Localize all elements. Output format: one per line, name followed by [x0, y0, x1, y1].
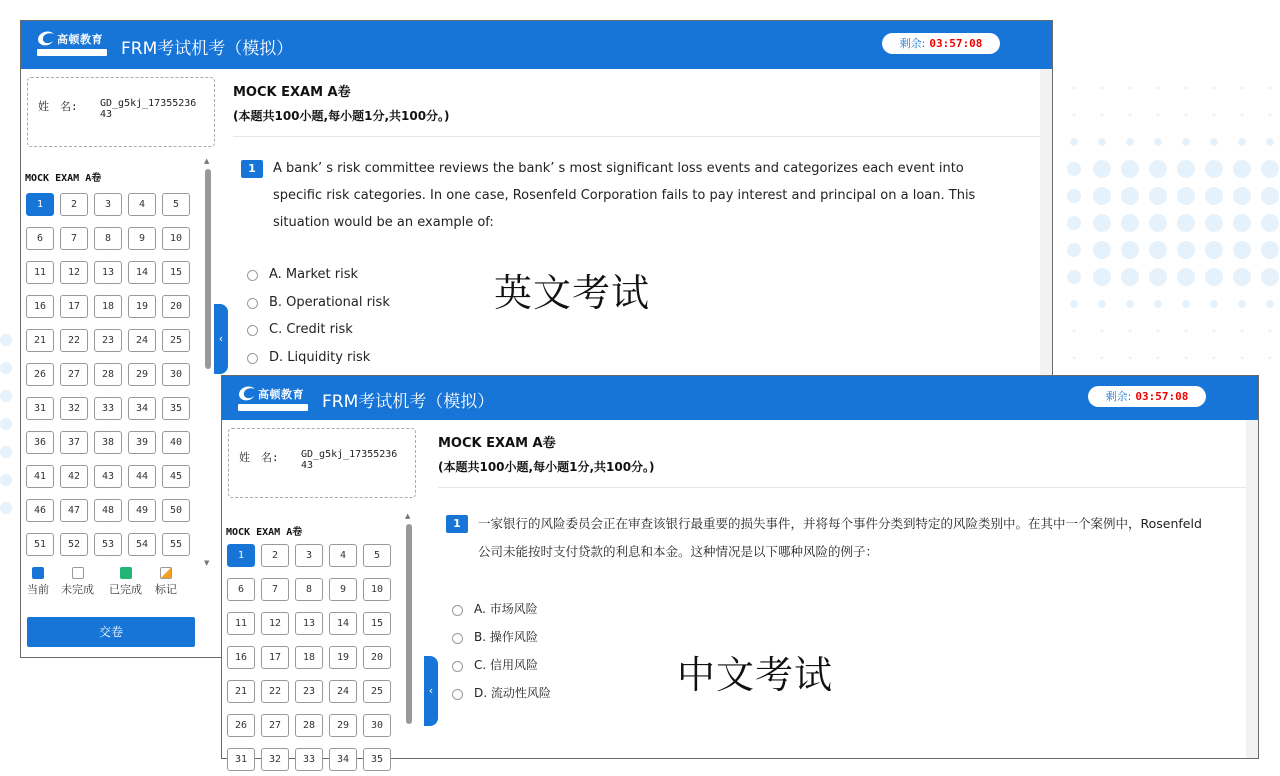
decorative-dot	[1129, 357, 1132, 360]
decorative-dot	[1205, 268, 1223, 286]
candidate-info	[27, 77, 215, 147]
decorative-dot	[1205, 160, 1223, 178]
question-number-button[interactable]: 14	[329, 612, 357, 635]
question-number-button[interactable]: 28	[295, 714, 323, 737]
question-text: A bank’ s risk committee reviews the bank’ s most significant loss events and categorizes each event into specific risk categories. In one case, Rosenfeld Corporation fails to pay interest and principal on a loan. This situation would be an example of:	[273, 161, 976, 230]
decorative-dot	[1126, 300, 1134, 308]
question-number-button[interactable]: 3	[94, 193, 122, 216]
answer-options	[448, 596, 551, 708]
question-number-button[interactable]: 31	[26, 397, 54, 420]
option-d[interactable]	[243, 344, 390, 372]
decorative-dot	[1205, 187, 1223, 205]
question-number-button[interactable]: 1	[227, 544, 255, 567]
scroll-thumb[interactable]	[205, 169, 211, 369]
question-number-badge: 1	[446, 515, 468, 533]
question-number-button[interactable]: 29	[329, 714, 357, 737]
current-swatch-icon	[32, 567, 44, 579]
decorative-dot	[0, 390, 12, 402]
decorative-dot	[1213, 357, 1216, 360]
decorative-dot	[1241, 114, 1244, 117]
brand-logo	[236, 383, 310, 415]
decorative-dot	[1261, 214, 1279, 232]
brand-mark-icon	[35, 28, 57, 48]
decorative-dot	[1154, 138, 1162, 146]
decorative-dot	[1269, 357, 1272, 360]
question-number-button[interactable]: 13	[94, 261, 122, 284]
option-label: C. 信用风险	[474, 658, 539, 672]
question-number-button[interactable]: 35	[162, 397, 190, 420]
question-number-button[interactable]: 20	[162, 295, 190, 318]
timer-value: 03:57:08	[929, 37, 983, 50]
option-label: B. 操作风险	[474, 630, 538, 644]
decorative-dot	[1101, 87, 1104, 90]
decorative-dot	[1101, 114, 1104, 117]
decorative-dot	[1233, 241, 1251, 259]
decorative-dot	[1210, 300, 1218, 308]
collapse-sidebar-button[interactable]	[424, 656, 438, 726]
decorative-dot	[1261, 268, 1279, 286]
answer-options	[243, 261, 390, 371]
radio-icon[interactable]	[452, 689, 463, 700]
decorative-dot	[1157, 330, 1160, 333]
decorative-dot	[1269, 330, 1272, 333]
decorative-dot	[1205, 241, 1223, 259]
question-number-button[interactable]: 47	[60, 499, 88, 522]
question-number-button[interactable]: 55	[162, 533, 190, 556]
question-number-button[interactable]: 44	[128, 465, 156, 488]
question-number-button[interactable]: 30	[363, 714, 391, 737]
decorative-dot	[1101, 357, 1104, 360]
decorative-dot	[1157, 114, 1160, 117]
question-number-button[interactable]: 11	[26, 261, 54, 284]
decorative-dot	[1093, 214, 1111, 232]
title-bar	[21, 21, 1052, 69]
decorative-dot	[1070, 138, 1078, 146]
question-number-button[interactable]: 15	[162, 261, 190, 284]
decorative-dot	[0, 362, 12, 374]
option-label: B. Operational risk	[269, 294, 390, 310]
navigator-scrollbar[interactable]	[204, 157, 212, 567]
option-label: A. 市场风险	[474, 602, 538, 616]
question-number-button[interactable]: 42	[60, 465, 88, 488]
exam-header	[438, 426, 1246, 488]
question-stem	[446, 510, 1206, 566]
question-number-button[interactable]: 21	[227, 680, 255, 703]
decorative-dot	[1238, 300, 1246, 308]
question-number-button[interactable]: 43	[94, 465, 122, 488]
title-bar	[222, 376, 1258, 420]
legend-label: 未完成	[61, 583, 94, 596]
decorative-dot	[1093, 187, 1111, 205]
decorative-dot	[1269, 87, 1272, 90]
decorative-dot	[1266, 300, 1274, 308]
option-label: D. Liquidity risk	[269, 349, 371, 365]
decorative-dot	[1269, 114, 1272, 117]
section-title: MOCK EXAM A卷	[226, 527, 303, 538]
question-number-button[interactable]: 20	[363, 646, 391, 669]
submit-exam-button[interactable]: 交卷	[27, 617, 195, 647]
exam-title: MOCK EXAM A卷	[438, 436, 556, 451]
english-exam-caption: 英文考试	[494, 271, 651, 315]
main-scrollbar[interactable]	[1246, 420, 1258, 758]
question-number-button[interactable]: 11	[227, 612, 255, 635]
candidate-name-value: GD_g5kj_1735523643	[100, 98, 197, 120]
decorative-dot	[1154, 300, 1162, 308]
legend-label: 已完成	[109, 583, 142, 596]
question-number-button[interactable]: 5	[162, 193, 190, 216]
decorative-dot	[1157, 87, 1160, 90]
radio-icon[interactable]	[247, 270, 258, 281]
decorative-dot	[1241, 357, 1244, 360]
decorative-dot	[1067, 270, 1081, 284]
decorative-dot	[1129, 330, 1132, 333]
legend-label: 当前	[27, 583, 49, 596]
decorative-dot	[1233, 268, 1251, 286]
radio-icon[interactable]	[247, 353, 258, 364]
legend-label: 标记	[155, 583, 177, 596]
question-number-button[interactable]: 12	[261, 612, 289, 635]
decorative-dot	[1149, 268, 1167, 286]
decorative-dot	[0, 474, 12, 486]
decorative-dot	[1129, 114, 1132, 117]
scroll-up-icon[interactable]: ▲	[405, 512, 411, 520]
question-panel	[434, 420, 1246, 758]
decorative-dot	[1213, 330, 1216, 333]
brand-tagline-bar	[37, 49, 107, 56]
radio-icon[interactable]	[452, 633, 463, 644]
question-number-button[interactable]: 19	[329, 646, 357, 669]
decorative-dot	[1149, 160, 1167, 178]
question-number-button[interactable]: 38	[94, 431, 122, 454]
question-number-button[interactable]: 34	[128, 397, 156, 420]
option-c[interactable]	[243, 316, 390, 344]
legend-current	[27, 567, 49, 597]
incomplete-swatch-icon	[72, 567, 84, 579]
legend-incomplete	[61, 567, 94, 597]
decorative-dot	[1149, 214, 1167, 232]
question-number-button[interactable]: 17	[261, 646, 289, 669]
decorative-dot	[1241, 330, 1244, 333]
candidate-name-value: GD_g5kj_1735523643	[301, 449, 398, 471]
question-number-button[interactable]: 10	[363, 578, 391, 601]
decorative-dot	[1261, 241, 1279, 259]
question-number-button[interactable]: 3	[295, 544, 323, 567]
question-number-button[interactable]: 17	[60, 295, 88, 318]
decorative-dot	[1205, 214, 1223, 232]
decorative-dot	[1185, 357, 1188, 360]
decorative-dot	[1210, 138, 1218, 146]
question-number-button[interactable]: 33	[295, 748, 323, 771]
decorative-dot	[1067, 216, 1081, 230]
option-b[interactable]	[243, 289, 390, 317]
exam-subtitle: (本题共100小题,每小题1分,共100分。)	[233, 109, 450, 123]
question-number-button[interactable]: 37	[60, 431, 88, 454]
scroll-down-icon[interactable]: ▼	[204, 559, 210, 567]
decorative-dot	[1157, 357, 1160, 360]
question-number-button[interactable]: 24	[329, 680, 357, 703]
decorative-dot	[1073, 357, 1076, 360]
radio-icon[interactable]	[247, 298, 258, 309]
question-navigator	[21, 69, 219, 657]
brand-logo	[35, 28, 109, 60]
chevron-left-icon: ‹	[428, 684, 434, 697]
decorative-dot	[1093, 241, 1111, 259]
question-number-button[interactable]: 7	[261, 578, 289, 601]
decorative-dot	[1185, 114, 1188, 117]
question-number-grid	[227, 544, 397, 771]
question-number-button[interactable]: 24	[128, 329, 156, 352]
decorative-dot	[0, 334, 12, 346]
decorative-dot	[1177, 241, 1195, 259]
question-number-button[interactable]: 23	[94, 329, 122, 352]
decorative-dot	[1098, 138, 1106, 146]
decorative-dot	[1213, 87, 1216, 90]
question-number-button[interactable]: 50	[162, 499, 190, 522]
decorative-dot	[1067, 189, 1081, 203]
question-number-button[interactable]: 6	[227, 578, 255, 601]
question-number-button[interactable]: 5	[363, 544, 391, 567]
question-number-button[interactable]: 14	[128, 261, 156, 284]
question-navigator	[222, 420, 420, 765]
brand-tagline-bar	[238, 404, 308, 411]
decorative-dot	[1121, 187, 1139, 205]
candidate-name-label: 姓 名:	[38, 100, 78, 113]
decorative-dot	[1241, 87, 1244, 90]
radio-icon[interactable]	[247, 325, 258, 336]
decorative-dot	[1149, 187, 1167, 205]
decorative-dot-pattern	[1062, 78, 1280, 378]
option-label: D. 流动性风险	[474, 686, 551, 700]
decorative-dot	[1177, 160, 1195, 178]
question-number-button[interactable]: 22	[261, 680, 289, 703]
chinese-exam-caption: 中文考试	[677, 653, 834, 697]
countdown-timer	[882, 33, 1000, 54]
question-number-grid	[26, 193, 196, 556]
decorative-dot	[1067, 162, 1081, 176]
question-number-button[interactable]: 26	[26, 363, 54, 386]
question-number-button[interactable]: 18	[94, 295, 122, 318]
question-number-button[interactable]: 31	[227, 748, 255, 771]
question-number-button[interactable]: 9	[329, 578, 357, 601]
decorative-dot	[1182, 138, 1190, 146]
timer-label: 剩余:	[1105, 390, 1132, 403]
option-a[interactable]	[243, 261, 390, 289]
question-number-button[interactable]: 2	[60, 193, 88, 216]
decorative-dot	[1266, 138, 1274, 146]
question-number-button[interactable]: 19	[128, 295, 156, 318]
question-number-button[interactable]: 39	[128, 431, 156, 454]
decorative-dot	[1233, 214, 1251, 232]
decorative-dot	[1101, 330, 1104, 333]
navigator-scrollbar[interactable]	[405, 512, 413, 772]
question-number-button[interactable]: 27	[261, 714, 289, 737]
question-number-button[interactable]: 36	[26, 431, 54, 454]
question-number-button[interactable]: 49	[128, 499, 156, 522]
candidate-name-label: 姓 名:	[239, 451, 279, 464]
question-number-button[interactable]: 27	[60, 363, 88, 386]
collapse-sidebar-button[interactable]	[214, 304, 228, 374]
option-c[interactable]	[448, 652, 551, 680]
decorative-dot	[1129, 87, 1132, 90]
decorative-dot-pattern-left	[0, 330, 20, 530]
option-label: A. Market risk	[269, 267, 359, 282]
app-title: FRM考试机考（模拟）	[121, 39, 294, 59]
scroll-up-icon[interactable]: ▲	[204, 157, 210, 165]
section-title: MOCK EXAM A卷	[25, 173, 102, 184]
decorative-dot	[1121, 241, 1139, 259]
question-number-button[interactable]: 25	[162, 329, 190, 352]
scroll-thumb[interactable]	[406, 524, 412, 724]
app-title: FRM考试机考（模拟）	[322, 392, 495, 412]
decorative-dot	[1213, 114, 1216, 117]
question-number-button[interactable]: 28	[94, 363, 122, 386]
question-number-button[interactable]: 52	[60, 533, 88, 556]
question-number-button[interactable]: 51	[26, 533, 54, 556]
decorative-dot	[1098, 300, 1106, 308]
decorative-dot	[1233, 160, 1251, 178]
decorative-dot	[1121, 214, 1139, 232]
decorative-dot	[1261, 160, 1279, 178]
status-legend	[27, 567, 215, 597]
decorative-dot	[1126, 138, 1134, 146]
decorative-dot	[1233, 187, 1251, 205]
question-number-button[interactable]: 18	[295, 646, 323, 669]
decorative-dot	[1067, 243, 1081, 257]
question-number-button[interactable]: 53	[94, 533, 122, 556]
decorative-dot	[1073, 330, 1076, 333]
question-number-button[interactable]: 40	[162, 431, 190, 454]
option-a[interactable]	[448, 596, 551, 624]
question-number-button[interactable]: 48	[94, 499, 122, 522]
question-number-button[interactable]: 21	[26, 329, 54, 352]
question-number-button[interactable]: 34	[329, 748, 357, 771]
question-number-button[interactable]: 45	[162, 465, 190, 488]
question-number-button[interactable]: 2	[261, 544, 289, 567]
decorative-dot	[0, 418, 12, 430]
decorative-dot	[1182, 300, 1190, 308]
exam-subtitle: (本题共100小题,每小题1分,共100分。)	[438, 460, 655, 474]
question-number-button[interactable]: 7	[60, 227, 88, 250]
flag-swatch-icon	[160, 567, 172, 579]
decorative-dot	[1093, 160, 1111, 178]
brand-name: 高顿教育	[57, 33, 103, 46]
decorative-dot	[1093, 268, 1111, 286]
legend-complete	[109, 567, 142, 597]
question-number-button[interactable]: 6	[26, 227, 54, 250]
decorative-dot	[1261, 187, 1279, 205]
timer-label: 剩余:	[899, 37, 926, 50]
question-number-button[interactable]: 16	[26, 295, 54, 318]
decorative-dot	[1185, 87, 1188, 90]
question-number-badge: 1	[241, 160, 263, 178]
option-b[interactable]	[448, 624, 551, 652]
timer-value: 03:57:08	[1135, 390, 1189, 403]
decorative-dot	[1073, 114, 1076, 117]
question-number-button[interactable]: 15	[363, 612, 391, 635]
exam-title: MOCK EXAM A卷	[233, 85, 351, 100]
decorative-dot	[1177, 187, 1195, 205]
question-number-button[interactable]: 54	[128, 533, 156, 556]
candidate-info	[228, 428, 416, 498]
chevron-left-icon: ‹	[218, 332, 224, 345]
question-number-button[interactable]: 16	[227, 646, 255, 669]
question-text: 一家银行的风险委员会正在审查该银行最重要的损失事件，并将每个事件分类到特定的风险类别中。在其中一个案例中，Rosenfeld公司未能按时支付贷款的利息和本金。这种情况是以下哪种风险的例子：	[478, 516, 1202, 559]
option-d[interactable]	[448, 680, 551, 708]
question-number-button[interactable]: 32	[261, 748, 289, 771]
decorative-dot	[1185, 330, 1188, 333]
question-number-button[interactable]: 1	[26, 193, 54, 216]
decorative-dot	[0, 446, 12, 458]
question-number-button[interactable]: 9	[128, 227, 156, 250]
exam-header	[233, 77, 1040, 137]
question-number-button[interactable]: 33	[94, 397, 122, 420]
decorative-dot	[1177, 214, 1195, 232]
question-number-button[interactable]: 22	[60, 329, 88, 352]
question-number-button[interactable]: 8	[94, 227, 122, 250]
question-number-button[interactable]: 30	[162, 363, 190, 386]
decorative-dot	[1070, 300, 1078, 308]
question-number-button[interactable]: 25	[363, 680, 391, 703]
question-number-button[interactable]: 29	[128, 363, 156, 386]
radio-icon[interactable]	[452, 605, 463, 616]
radio-icon[interactable]	[452, 661, 463, 672]
decorative-dot	[0, 502, 12, 514]
brand-name: 高顿教育	[258, 388, 304, 401]
question-number-button[interactable]: 26	[227, 714, 255, 737]
question-number-button[interactable]: 10	[162, 227, 190, 250]
question-number-button[interactable]: 13	[295, 612, 323, 635]
question-number-button[interactable]: 4	[329, 544, 357, 567]
question-number-button[interactable]: 35	[363, 748, 391, 771]
decorative-dot	[1149, 241, 1167, 259]
legend-flagged	[155, 567, 177, 597]
decorative-dot	[1121, 160, 1139, 178]
question-number-button[interactable]: 23	[295, 680, 323, 703]
decorative-dot	[1177, 268, 1195, 286]
question-number-button[interactable]: 41	[26, 465, 54, 488]
question-number-button[interactable]: 8	[295, 578, 323, 601]
decorative-dot	[1238, 138, 1246, 146]
chinese-exam-window	[221, 375, 1259, 765]
brand-mark-icon	[236, 383, 258, 403]
question-number-button[interactable]: 32	[60, 397, 88, 420]
question-stem	[241, 155, 1000, 236]
option-label: C. Credit risk	[269, 322, 353, 337]
complete-swatch-icon	[120, 567, 132, 579]
decorative-dot	[1121, 268, 1139, 286]
decorative-dot	[1073, 87, 1076, 90]
question-number-button[interactable]: 4	[128, 193, 156, 216]
countdown-timer	[1088, 386, 1206, 407]
question-number-button[interactable]: 46	[26, 499, 54, 522]
question-number-button[interactable]: 12	[60, 261, 88, 284]
